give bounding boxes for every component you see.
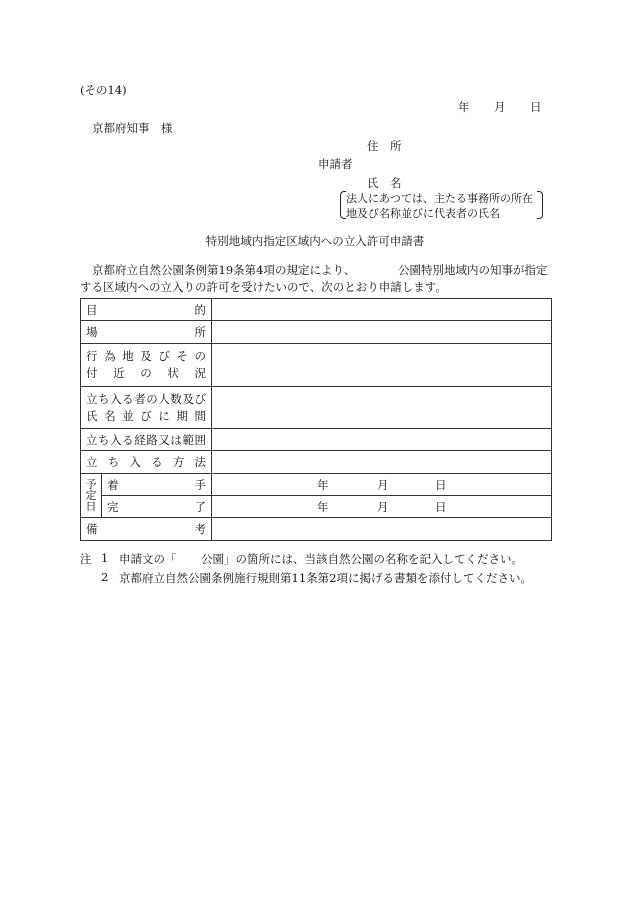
purpose-label: 目的 (86, 302, 206, 317)
row-finish (81, 496, 552, 518)
method-label: 立ち入る方法 (86, 455, 206, 469)
row-method (81, 451, 552, 474)
note2-number: 2 (101, 570, 109, 584)
name-label: 氏 名 (367, 176, 402, 190)
body-line1-end: 公園特別地域内の知事が指定 (398, 263, 548, 277)
site-label-line2: 付近の状況 (86, 366, 206, 380)
place-value (212, 321, 552, 344)
body-line1-start: 京都府立自然公園条例第19条第4項の規定により、 (92, 263, 356, 277)
site-value (212, 344, 552, 387)
start-label: 着手 (107, 477, 206, 492)
note2-text: 京都府立自然公園条例施行規則第11条第2項に掲げる書類を添付してください。 (119, 571, 532, 585)
document-title: 特別地域内指定区域内への立入許可申請書 (205, 234, 425, 248)
row-remarks (81, 518, 552, 541)
address-label: 住 所 (367, 139, 402, 153)
date-day-label: 日 (530, 100, 542, 114)
form-number: (その14) (80, 83, 127, 97)
place-label: 場所 (86, 325, 206, 339)
row-place (81, 321, 552, 344)
remarks-label: 備考 (86, 522, 206, 536)
note1-number: 1 (101, 551, 109, 565)
schedule-label: 予 定 日 (81, 474, 102, 518)
row-persons (81, 387, 552, 429)
applicant-label: 申請者 (318, 157, 353, 171)
date-year-label: 年 (458, 100, 470, 114)
body-line2: する区域内への立入りの許可を受けたいので、次のとおり申請します。 (80, 280, 447, 294)
route-value (212, 429, 552, 451)
persons-value (212, 387, 552, 429)
persons-label-line1: 立ち入る者の人数及び (86, 391, 206, 406)
addressee: 京都府知事 様 (92, 121, 173, 135)
remarks-value (212, 518, 552, 541)
row-route (81, 429, 552, 451)
finish-date-value: 年 月 日 (212, 496, 552, 518)
start-date-value: 年 月 日 (212, 474, 552, 496)
site-label-line1: 行為地及びその (86, 349, 206, 363)
persons-label-line2: 氏名並びに期間 (86, 408, 206, 423)
application-table (80, 298, 552, 541)
row-purpose (81, 299, 552, 321)
date-month-label: 月 (494, 100, 506, 114)
purpose-value (212, 299, 552, 321)
applicant-note-line2: 地及び名称並びに代表者の氏名 (346, 207, 500, 220)
note1-end: 公園」の箇所には、当該自然公園の名称を記入してください。 (201, 552, 523, 566)
applicant-note-line1: 法人にあつては、主たる事務所の所在 (346, 192, 533, 205)
row-start (81, 474, 552, 496)
finish-label: 完了 (107, 499, 206, 514)
note1-start: 申請文の「 (119, 552, 177, 566)
method-value (212, 451, 552, 474)
note-right-bracket (537, 191, 543, 219)
notes-label: 注 (80, 552, 92, 566)
row-site (81, 344, 552, 387)
route-label: 立ち入る経路又は範囲 (86, 432, 206, 447)
